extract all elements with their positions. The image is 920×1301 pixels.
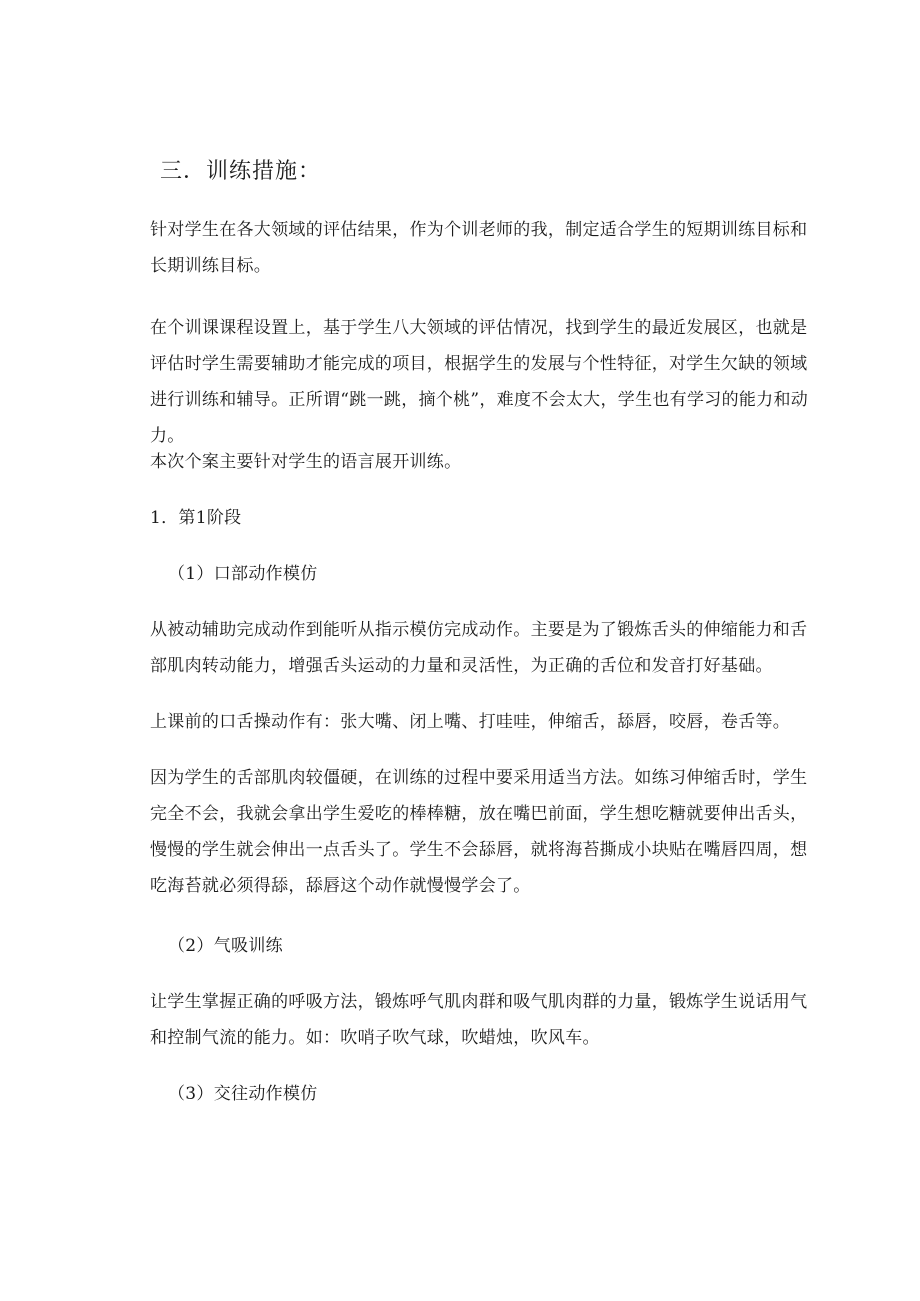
subheading-text: （2）气吸训练 bbox=[168, 936, 283, 956]
subheading-oral-imitation bbox=[168, 556, 828, 592]
section-heading: 三．训练措施： bbox=[160, 159, 322, 184]
paragraph-focus bbox=[150, 444, 810, 480]
paragraph-curriculum bbox=[150, 310, 810, 454]
paragraph-text: 上课前的口舌操动作有：张大嘴、闭上嘴、打哇哇，伸缩舌，舔唇，咬唇，卷舌等。 bbox=[150, 712, 791, 732]
paragraph-method bbox=[150, 760, 810, 904]
paragraph-oral-purpose bbox=[150, 612, 810, 684]
paragraph-breathing bbox=[150, 984, 810, 1056]
subheading-social-imitation bbox=[168, 1076, 828, 1112]
paragraph-text: 在个训课课程设置上，基于学生八大领域的评估情况，找到学生的最近发展区，也就是评估时学生需要辅助才能完成的项目，根据学生的发展与个性特征，对学生欠缺的领域进行训练和辅导。正所谓“跳一跳，摘个桃”，难度不会太大，学生也有学习的能力和动力。 bbox=[150, 318, 809, 446]
subheading-breathing bbox=[168, 928, 828, 964]
stage-title: 1．第1阶段 bbox=[150, 508, 242, 528]
subheading-text: （1）口部动作模仿 bbox=[168, 564, 318, 584]
paragraph-text: 从被动辅助完成动作到能听从指示模仿完成动作。主要是为了锻炼舌头的伸缩能力和舌部肌肉转动能力，增强舌头运动的力量和灵活性，为正确的舌位和发音打好基础。 bbox=[150, 620, 808, 676]
paragraph-text: 本次个案主要针对学生的语言展开训练。 bbox=[150, 452, 462, 472]
subheading-text: （3）交往动作模仿 bbox=[168, 1084, 318, 1104]
stage-heading bbox=[150, 500, 810, 536]
paragraph-text: 针对学生在各大领域的评估结果，作为个训老师的我，制定适合学生的短期训练目标和长期训练目标。 bbox=[150, 220, 808, 276]
paragraph-exercises bbox=[150, 704, 810, 740]
paragraph-text: 让学生掌握正确的呼吸方法，锻炼呼气肌肉群和吸气肌肉群的力量，锻炼学生说话用气和控制气流的能力。如：吹哨子吹气球，吹蜡烛，吹风车。 bbox=[150, 992, 808, 1048]
paragraph-text: 因为学生的舌部肌肉较僵硬，在训练的过程中要采用适当方法。如练习伸缩舌时，学生完全不会，我就会拿出学生爱吃的棒棒糖，放在嘴巴前面，学生想吃糖就要伸出舌头，慢慢的学生就会伸出一点舌头了。学生不会舔唇，就将海苔撕成小块贴在嘴唇四周，想吃海苔就必须得舔，舔唇这个动作就慢慢学会了。 bbox=[150, 768, 808, 896]
paragraph-goals bbox=[150, 212, 810, 284]
